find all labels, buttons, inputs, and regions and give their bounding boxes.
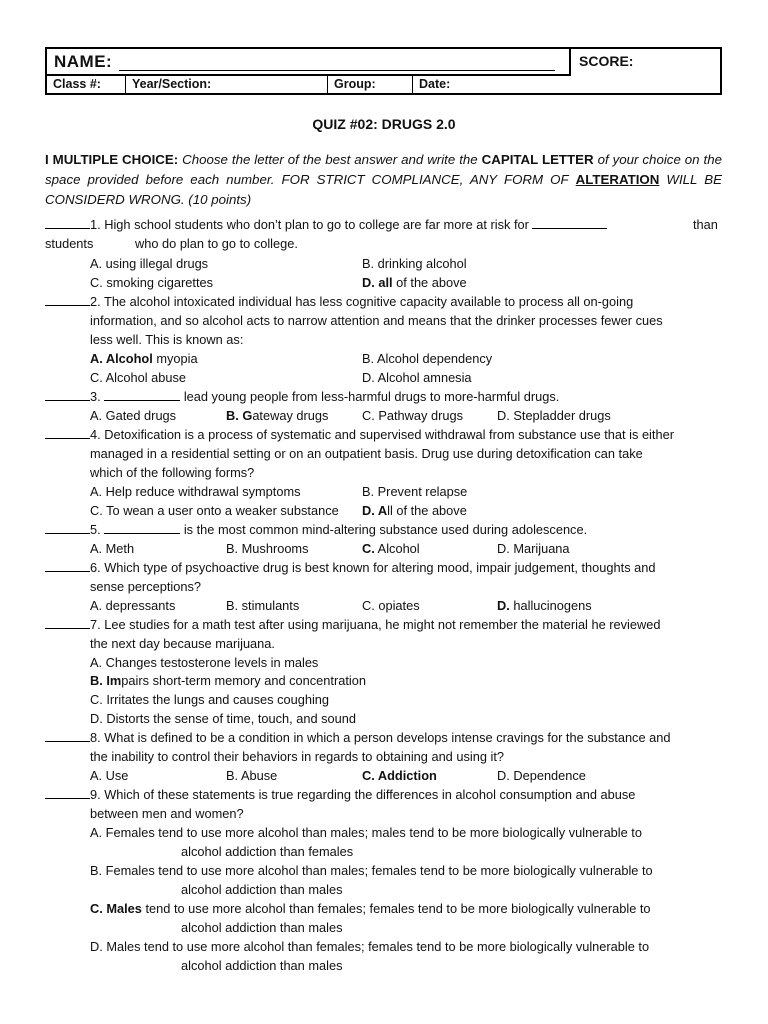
- option-a: A. Females tend to use more alcohol than males; males tend to be more biologically vulnerable to: [90, 825, 642, 840]
- date-field[interactable]: Date:: [419, 77, 451, 91]
- part-label: I MULTIPLE CHOICE:: [45, 152, 179, 167]
- option-c-text: Alcohol: [377, 541, 420, 556]
- option-b-text: pairs short-term memory and concentration: [121, 673, 366, 688]
- option-d: D. Marijuana: [497, 541, 570, 556]
- option-d: D. Alcohol amnesia: [362, 370, 472, 385]
- option-d: [497, 598, 592, 613]
- option-d: [362, 503, 467, 518]
- q8-line-2: the inability to control their behaviors in regards to obtaining and using it?: [90, 749, 505, 764]
- name-label: NAME:: [54, 52, 113, 71]
- option-a: A. Meth: [90, 541, 135, 556]
- q8-line-1: 8. What is defined to be a condition in which a person develops intense cravings for the substance and: [90, 730, 671, 745]
- q3-text: lead young people from less-harmful drugs to more-harmful drugs.: [183, 389, 560, 404]
- instr-alteration: ALTERATION: [575, 172, 660, 187]
- option-a: A. using illegal drugs: [90, 256, 209, 271]
- q4-line-2: managed in a residential setting or on an outpatient basis. Drug use during detoxification can take: [90, 446, 643, 461]
- option-a-bold: A. Alcohol: [90, 351, 153, 366]
- q9-line-1: 9. Which of these statements is true regarding the differences in alcohol consumption and abuse: [90, 787, 636, 802]
- option-c: C. opiates: [362, 598, 420, 613]
- q1-students: students: [45, 236, 94, 251]
- name-field[interactable]: [119, 70, 555, 71]
- option-b: [226, 408, 328, 423]
- option-d-text: ll of the above: [387, 503, 467, 518]
- option-b: B. Mushrooms: [226, 541, 309, 556]
- q7-line-1: 7. Lee studies for a math test after using marijuana, he might not remember the material he reviewed: [90, 617, 661, 632]
- instructions: [45, 150, 722, 210]
- q2-line-1: 2. The alcohol intoxicated individual has less cognitive capacity available to process all on-going: [90, 294, 634, 309]
- q4-line-3: which of the following forms?: [90, 465, 255, 480]
- option-b: B. Prevent relapse: [362, 484, 468, 499]
- name-cell: [47, 49, 571, 76]
- q7-line-2: the next day because marijuana.: [90, 636, 275, 651]
- option-d-bold: D.: [497, 598, 510, 613]
- fill-blank: [104, 522, 180, 534]
- answer-blank[interactable]: [45, 427, 90, 439]
- option-c-bold: C. Addiction: [362, 768, 437, 783]
- option-b-bold: B. Im: [90, 673, 122, 688]
- option-b: B. Abuse: [226, 768, 278, 783]
- option-c: [362, 768, 437, 783]
- answer-blank[interactable]: [45, 730, 90, 742]
- answer-blank[interactable]: [45, 617, 90, 629]
- answer-blank[interactable]: [45, 294, 90, 306]
- instr-capital: CAPITAL LETTER: [481, 152, 594, 167]
- q6-line-1: 6. Which type of psychoactive drug is best known for altering mood, impair judgement, thoughts and: [90, 560, 656, 575]
- option-c-text: tend to use more alcohol than females; females tend to be more biologically vulnerable to: [145, 901, 651, 916]
- answer-blank[interactable]: [45, 787, 90, 799]
- option-d: D. Distorts the sense of time, touch, and sound: [90, 711, 357, 726]
- q9-line-2: between men and women?: [90, 806, 244, 821]
- answer-blank[interactable]: [45, 389, 90, 401]
- answer-blank[interactable]: [45, 522, 90, 534]
- group-field[interactable]: Group:: [328, 76, 413, 93]
- option-c: [362, 541, 420, 556]
- option-d-text: hallucinogens: [513, 598, 592, 613]
- info-row: [47, 76, 571, 93]
- option-d-bold: D. all: [362, 275, 393, 290]
- option-c: C. smoking cigarettes: [90, 275, 214, 290]
- q1-text: 1. High school students who don’t plan to go to college are far more at risk for: [90, 217, 529, 232]
- option-d: D. Stepladder drugs: [497, 408, 611, 423]
- fill-blank: [532, 217, 607, 229]
- year-section-field[interactable]: Year/Section:: [126, 76, 328, 93]
- q6-line-2: sense perceptions?: [90, 579, 201, 594]
- option-b: B. stimulants: [226, 598, 300, 613]
- option-c: C. Irritates the lungs and causes coughing: [90, 692, 330, 707]
- option-a-text: myopia: [156, 351, 198, 366]
- q2-line-2: information, and so alcohol acts to narrow attention and means that the drinker processes fewer cues: [90, 313, 663, 328]
- option-d: [362, 275, 467, 290]
- option-d: D. Dependence: [497, 768, 586, 783]
- quiz-title: QUIZ #02: DRUGS 2.0: [312, 116, 456, 132]
- option-d-cont: alcohol addiction than males: [181, 958, 343, 973]
- instr-text-3: WILL BE CONSIDERD WRONG. (10 points): [45, 172, 722, 207]
- answer-blank[interactable]: [45, 217, 90, 229]
- option-a-cont: alcohol addiction than females: [181, 844, 354, 859]
- score-cell[interactable]: [571, 49, 720, 93]
- option-c-cont: alcohol addiction than males: [181, 920, 343, 935]
- option-a: A. depressants: [90, 598, 176, 613]
- option-b: [90, 673, 366, 688]
- option-b: B. Alcohol dependency: [362, 351, 493, 366]
- option-a: [90, 351, 198, 366]
- option-d-text: of the above: [396, 275, 467, 290]
- option-b-text: ateway drugs: [252, 408, 329, 423]
- option-c: C. Alcohol abuse: [90, 370, 187, 385]
- option-c: C. To wean a user onto a weaker substance: [90, 503, 339, 518]
- option-b: B. Females tend to use more alcohol than males; females tend to be more biologically vulnerable to: [90, 863, 653, 878]
- class-field[interactable]: Class #:: [47, 76, 126, 93]
- option-c: C. Pathway drugs: [362, 408, 464, 423]
- option-a: A. Help reduce withdrawal symptoms: [90, 484, 301, 499]
- answer-blank[interactable]: [45, 560, 90, 572]
- instr-text-1: Choose the letter of the best answer and write the: [182, 152, 478, 167]
- option-b-bold: B. G: [226, 408, 253, 423]
- option-a: A. Gated drugs: [90, 408, 177, 423]
- q4-line-1: 4. Detoxification is a process of systematic and supervised withdrawal from substance use that is either: [90, 427, 674, 442]
- option-a: A. Changes testosterone levels in males: [90, 655, 319, 670]
- option-c-bold: C.: [362, 541, 375, 556]
- q3-number: 3.: [90, 389, 101, 404]
- q5-number: 5.: [90, 522, 101, 537]
- q5-text: is the most common mind-altering substance used during adolescence.: [183, 522, 588, 537]
- option-c-bold: C. Males: [90, 901, 142, 916]
- option-d-bold: D. A: [362, 503, 388, 518]
- instr-text-2: of your choice on the space provided before each number. FOR STRICT COMPLIANCE, ANY FORM OF: [45, 152, 722, 187]
- option-c: [90, 901, 651, 916]
- option-a: A. Use: [90, 768, 129, 783]
- fill-blank: [104, 389, 180, 401]
- q1-than: than: [693, 217, 718, 232]
- score-label: SCORE:: [579, 53, 634, 69]
- option-b-cont: alcohol addiction than males: [181, 882, 343, 897]
- q2-line-3: less well. This is known as:: [90, 332, 244, 347]
- q1-text-end: who do plan to go to college.: [135, 236, 298, 251]
- student-info-header: [45, 47, 722, 95]
- option-b: B. drinking alcohol: [362, 256, 467, 271]
- option-d: D. Males tend to use more alcohol than females; females tend to be more biologically vulnerable to: [90, 939, 650, 954]
